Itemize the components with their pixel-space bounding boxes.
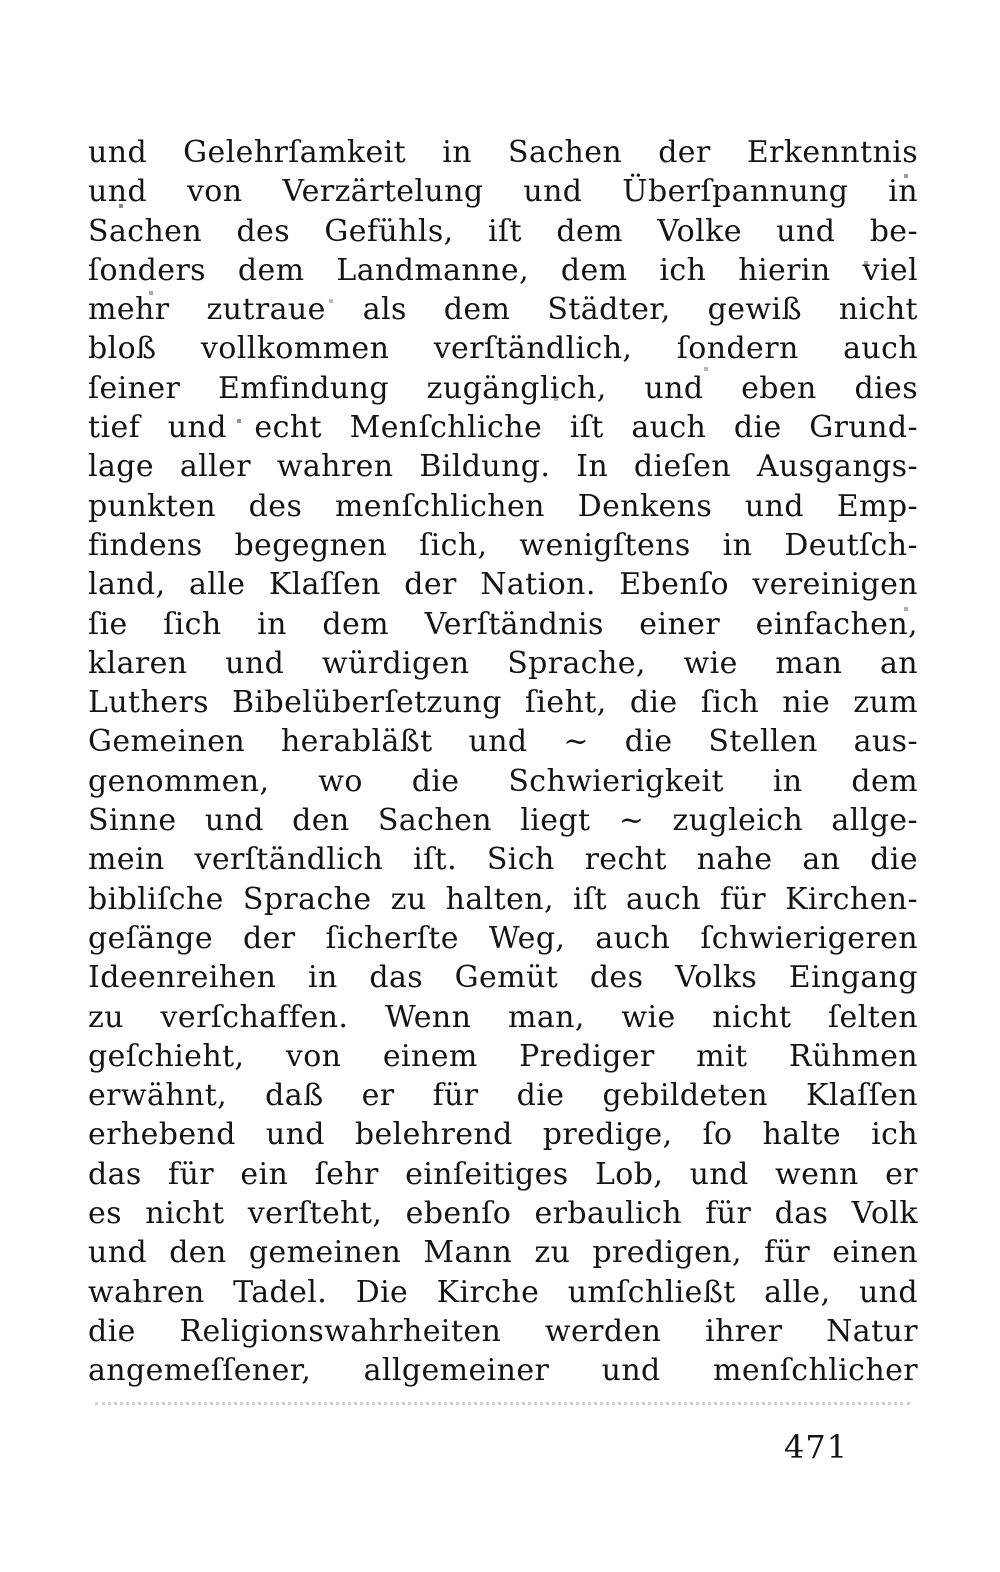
text-line: lage aller wahren Bildung. In dieſen Ausgangs- [88, 449, 918, 485]
text-line: ſonders dem Landmanne, dem ich hierin viel [88, 252, 918, 288]
text-line: mehr zutraue als dem Städter, gewiß nicht [88, 292, 918, 328]
text-line: tief und echt Menſchliche iſt auch die Grund- [88, 410, 918, 446]
text-line: Gemeinen herabläßt und ~ die Stellen aus- [88, 724, 918, 760]
text-line: punkten des menſchlichen Denkens und Emp- [88, 488, 918, 524]
text-line: und Gelehrſamkeit in Sachen der Erkenntnis [88, 135, 918, 170]
text-line: und von Verzärtelung und Überſpannung in [88, 174, 918, 210]
text-line: angemeſſener, allgemeiner und menſchlicher [88, 1353, 918, 1389]
text-line: zu verſchaffen. Wenn man, wie nicht ſelten [88, 999, 918, 1035]
text-line: genommen, wo die Schwierigkeit in dem [88, 763, 918, 799]
text-line: ſie ſich in dem Verſtändnis einer einfachen, [88, 606, 918, 642]
text-line: bloß vollkommen verſtändlich, ſondern auch [88, 331, 918, 367]
text-line: Sinne und den Sachen liegt ~ zugleich allge- [88, 803, 918, 839]
text-line: findens begegnen ſich, wenigſtens in Deutſch- [88, 527, 918, 563]
text-line: erwähnt, daß er für die gebildeten Klaſſen [88, 1078, 918, 1114]
text-line: Luthers Bibelüberſetzung ſieht, die ſich nie zum [88, 685, 918, 721]
text-line: land, alle Klaſſen der Nation. Ebenſo vereinigen [88, 567, 918, 603]
text-line: klaren und würdigen Sprache, wie man an [88, 645, 918, 681]
text-line: mein verſtändlich iſt. Sich recht nahe an die [88, 842, 918, 878]
text-line: wahren Tadel. Die Kirche umſchließt alle, und [88, 1274, 918, 1310]
text-line: und den gemeinen Mann zu predigen, für einen [88, 1235, 918, 1271]
text-line: ſeiner Emfindung zugänglich, und eben dies [88, 370, 918, 406]
text-line: das für ein ſehr einſeitiges Lob, und wenn er [88, 1156, 918, 1192]
text-line: die Religionswahrheiten werden ihrer Natur [88, 1313, 918, 1349]
text-line: Ideenreihen in das Gemüt des Volks Eingang [88, 960, 918, 996]
scan-speckle-row [95, 1402, 910, 1405]
text-line: erhebend und belehrend predige, ſo halte ich [88, 1117, 918, 1153]
text-line: bibliſche Sprache zu halten, iſt auch für Kirchen- [88, 881, 918, 917]
page-number: 471 [784, 1428, 849, 1466]
text-line: es nicht verſteht, ebenſo erbaulich für das Volk [88, 1196, 918, 1232]
text-line: geſänge der ſicherſte Weg, auch ſchwierigeren [88, 920, 918, 956]
text-line: geſchieht, von einem Prediger mit Rühmen [88, 1038, 918, 1074]
scan-noise-dots [0, 0, 2, 2]
body-text [88, 133, 918, 1391]
text-line: Sachen des Gefühls, iſt dem Volke und be- [88, 213, 918, 249]
